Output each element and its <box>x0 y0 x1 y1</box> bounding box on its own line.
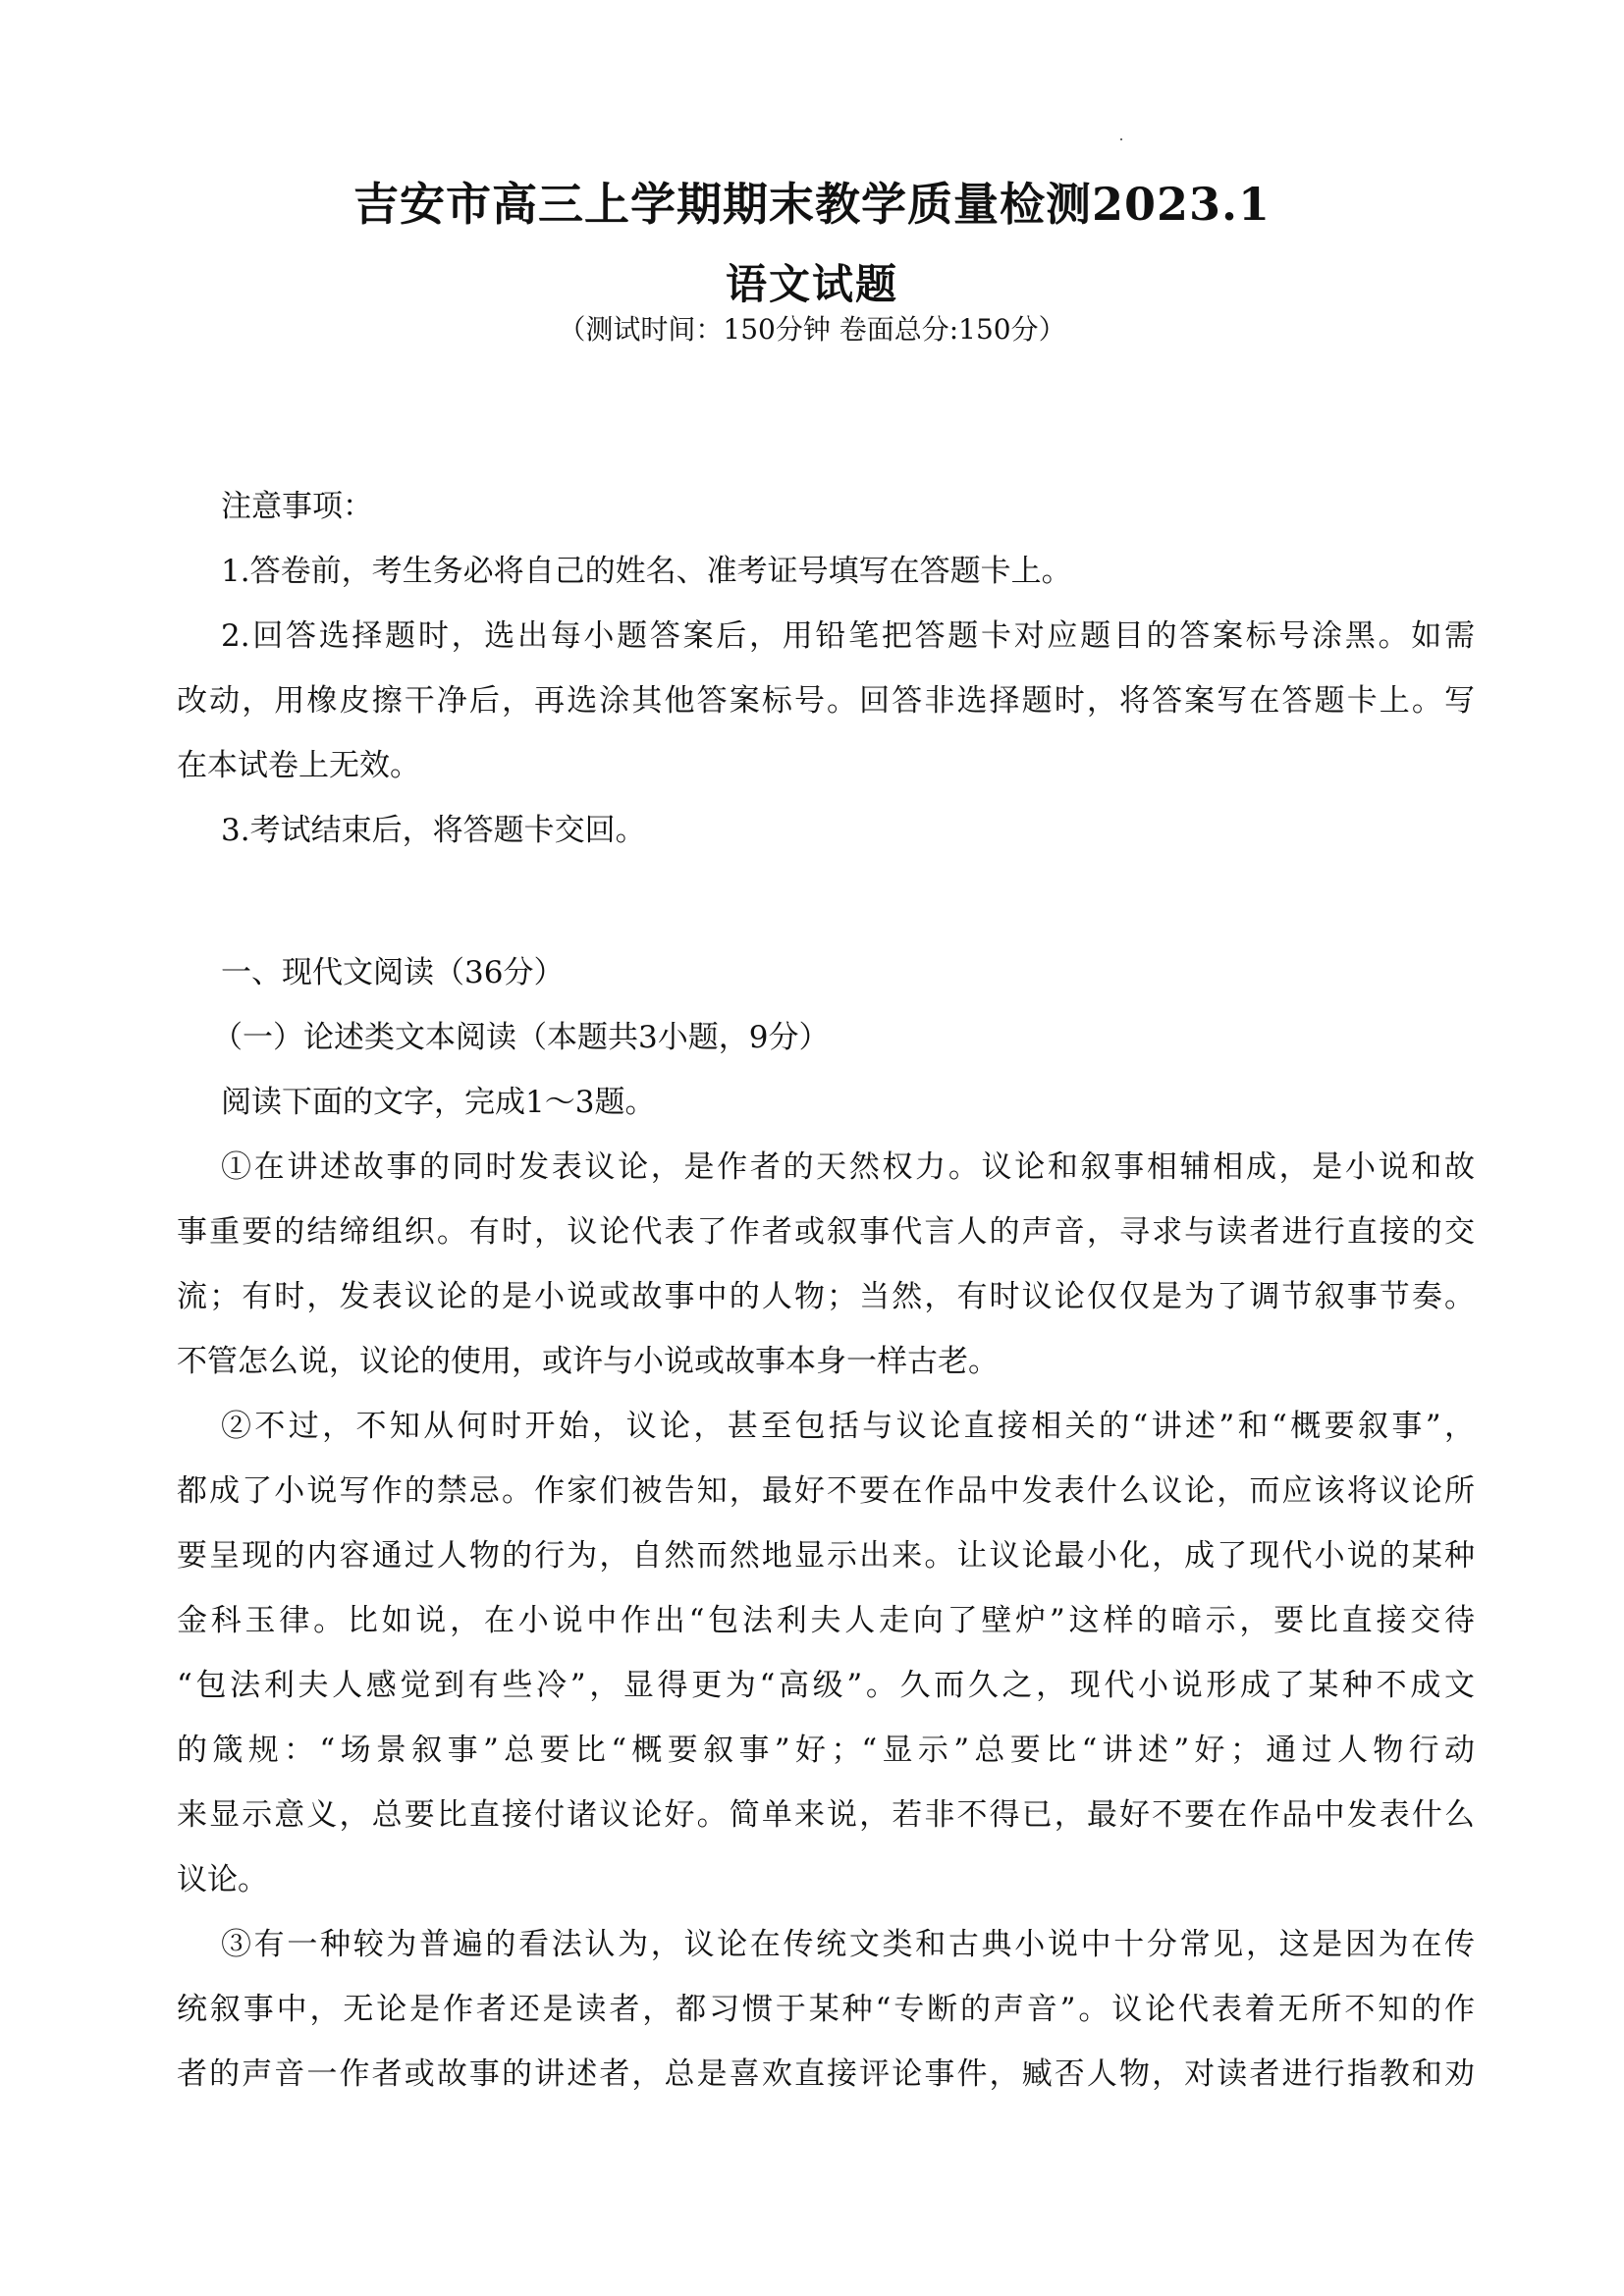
exam-subject: 语文试题 <box>725 260 898 308</box>
note-item-3: 3.考试结束后，将答题卡交回。 <box>221 813 646 848</box>
passage-line: “包法利夫人感觉到有些冷”，显得更为“高级”。久而久之，现代小说形成了某种不成文 <box>177 1668 1475 1703</box>
passage-line: 流；有时，发表议论的是小说或故事中的人物；当然，有时议论仅仅是为了调节叙事节奏。 <box>177 1279 1475 1314</box>
exam-time-and-score: （测试时间：150分钟 卷面总分:150分） <box>558 313 1066 346</box>
passage-line: 者的声音一作者或故事的讲述者，总是喜欢直接评论事件，臧否人物，对读者进行指教和劝 <box>177 2056 1475 2092</box>
note-item-2 <box>177 604 1475 798</box>
section-heading: 一、现代文阅读（36分） <box>221 955 565 990</box>
note-item-2-line: 在本试卷上无效。 <box>177 748 420 783</box>
passage-line: 事重要的结缔组织。有时，议论代表了作者或叙事代言人的声音，寻求与读者进行直接的交 <box>177 1214 1475 1250</box>
section-instruction: 阅读下面的文字，完成1～3题。 <box>221 1085 656 1120</box>
notes-section <box>177 474 1475 863</box>
passage-line: ①在讲述故事的同时发表议论，是作者的天然权力。议论和叙事相辅相成，是小说和故 <box>221 1149 1475 1185</box>
passage-paragraph-2 <box>177 1394 1475 1912</box>
note-item-2-line: 2.回答选择题时，选出每小题答案后，用铅笔把答题卡对应题目的答案标号涂黑。如需 <box>221 618 1475 654</box>
reading-section <box>177 940 1475 2107</box>
passage-line: 的箴规：“场景叙事”总要比“概要叙事”好；“显示”总要比“讲述”好；通过人物行动 <box>177 1733 1475 1768</box>
passage-line: ③有一种较为普遍的看法认为，议论在传统文类和古典小说中十分常见，这是因为在传 <box>221 1927 1475 1962</box>
passage-paragraph-1 <box>177 1135 1475 1394</box>
passage-line: 都成了小说写作的禁忌。作家们被告知，最好不要在作品中发表什么议论，而应该将议论所 <box>177 1473 1475 1509</box>
passage-line: 统叙事中，无论是作者还是读者，都习惯于某种“专断的声音”。议论代表着无所不知的作 <box>177 1992 1475 2027</box>
note-item-1: 1.答卷前，考生务必将自己的姓名、准考证号填写在答题卡上。 <box>221 554 1072 589</box>
passage-line: 不管怎么说，议论的使用，或许与小说或故事本身一样古老。 <box>177 1344 999 1379</box>
notes-heading: 注意事项： <box>221 489 373 524</box>
exam-title: 吉安市高三上学期期末教学质量检测2023.1 <box>352 178 1272 231</box>
section-subheading: （一）论述类文本阅读（本题共3小题，9分） <box>212 1020 830 1055</box>
passage-line: 要呈现的内容通过人物的行为，自然而然地显示出来。让议论最小化，成了现代小说的某种 <box>177 1538 1475 1574</box>
passage-line: 议论。 <box>177 1862 268 1897</box>
passage-line: 来显示意义，总要比直接付诸议论好。简单来说，若非不得已，最好不要在作品中发表什么 <box>177 1797 1475 1833</box>
scan-speck <box>1120 138 1122 140</box>
passage-paragraph-3 <box>177 1912 1475 2107</box>
passage-line: 金科玉律。比如说，在小说中作出“包法利夫人走向了壁炉”这样的暗示，要比直接交待 <box>177 1603 1475 1638</box>
passage-line: ②不过，不知从何时开始，议论，甚至包括与议论直接相关的“讲述”和“概要叙事”， <box>221 1409 1475 1444</box>
note-item-2-line: 改动，用橡皮擦干净后，再选涂其他答案标号。回答非选择题时，将答案写在答题卡上。写 <box>177 683 1475 719</box>
